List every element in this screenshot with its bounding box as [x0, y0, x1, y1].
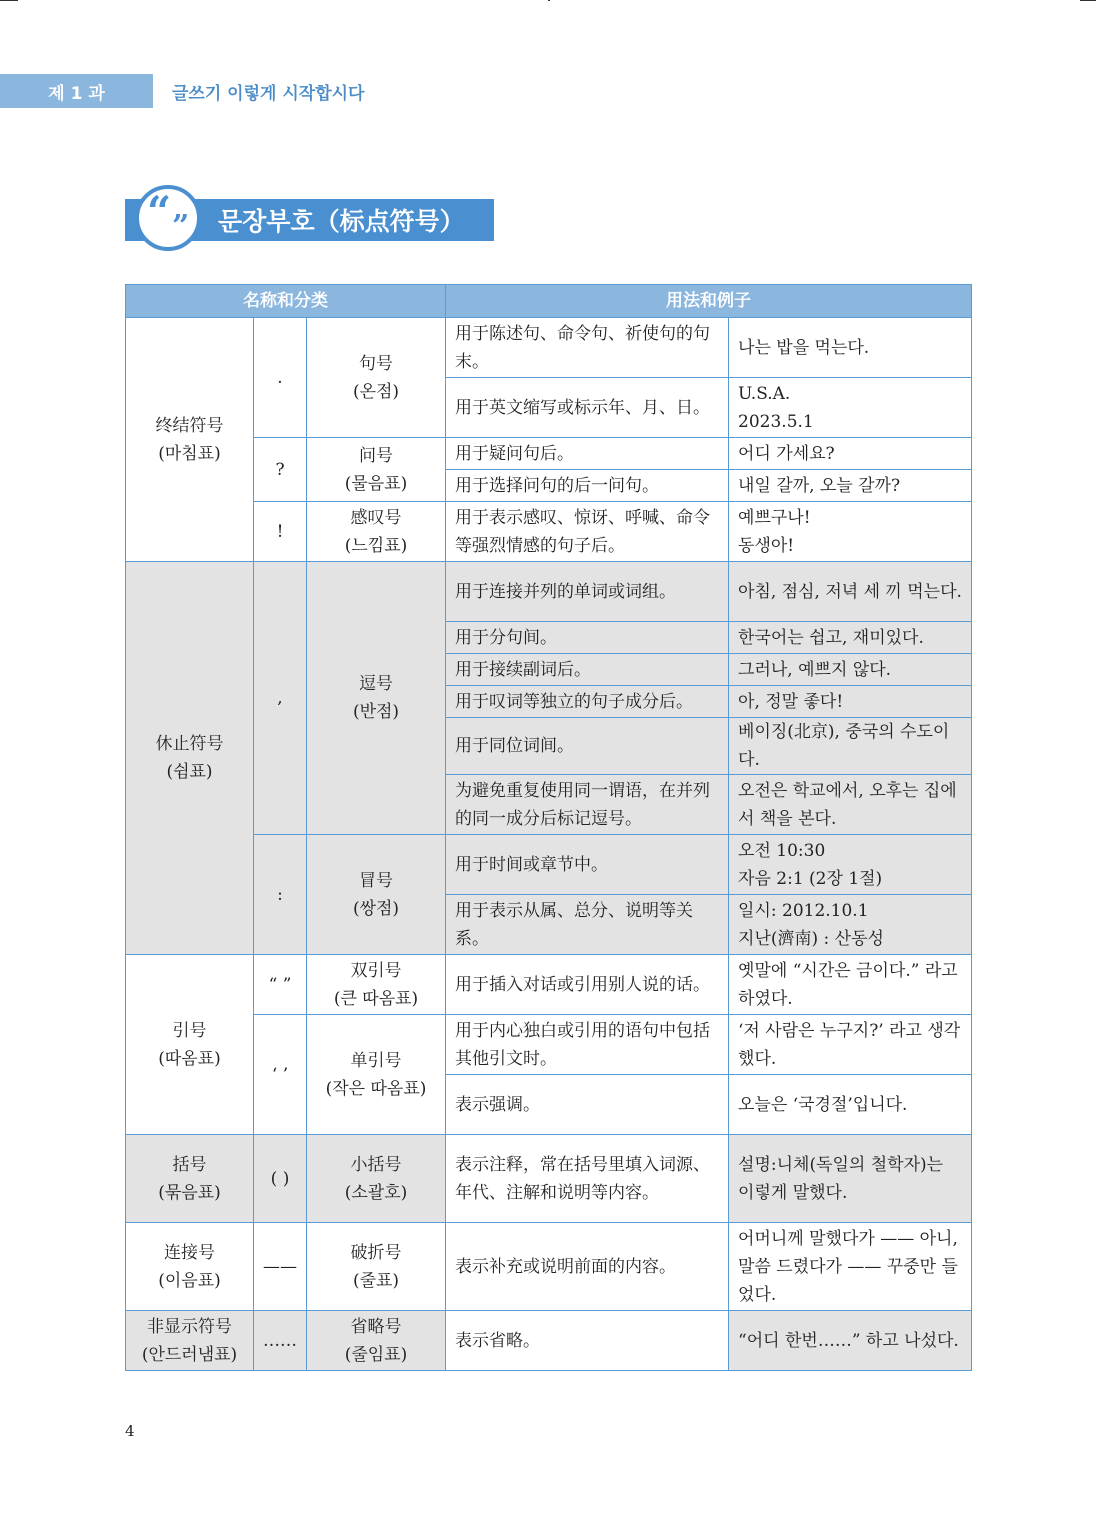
punctuation-name: 破折号: [350, 1242, 402, 1263]
category-cell: [126, 318, 254, 562]
table-header-row: [126, 285, 972, 318]
example-cell: 설명:니체(독일의 철학자)는 이렇게 말했다.: [729, 1135, 972, 1223]
example-cell: 오늘은 ‘국경절’입니다.: [729, 1075, 972, 1135]
usage-cell: 用于内心独白或引用的语句中包括其他引文时。: [446, 1015, 729, 1075]
example-cell: ‘저 사람은 누구지?’ 라고 생각했다.: [729, 1015, 972, 1075]
punctuation-symbol: :: [254, 835, 307, 955]
punctuation-name-cell: [307, 438, 446, 502]
usage-cell: 表示省略。: [446, 1311, 729, 1371]
category-name-ko: (쉼표): [166, 762, 213, 782]
usage-cell: 用于分句间。: [446, 622, 729, 654]
punctuation-symbol: ‘ ’: [254, 1015, 307, 1135]
example-cell: 오전은 학교에서, 오후는 집에서 책을 본다.: [729, 775, 972, 835]
category-name-ko: (마침표): [158, 443, 221, 464]
usage-cell: 用于选择问句的后一问句。: [446, 470, 729, 502]
punctuation-name-ko: (느낌표): [344, 535, 408, 556]
example-cell: 내일 갈까, 오늘 갈까?: [729, 470, 972, 502]
punctuation-name-ko: (쌍점): [352, 898, 400, 919]
example-cell: 옛말에 “시간은 금이다.” 라고 하였다.: [729, 955, 972, 1015]
category-cell: [126, 1223, 254, 1311]
example-cell: 베이징(北京), 중국의 수도이다.: [729, 718, 972, 775]
table-row: [126, 1135, 972, 1223]
category-name: 连接号: [164, 1242, 215, 1263]
category-name: 引号: [172, 1020, 207, 1041]
category-name-ko: (안드러냄표): [141, 1344, 238, 1365]
punctuation-name: 双引号: [350, 960, 402, 981]
category-cell: [126, 955, 254, 1135]
punctuation-name-cell: [307, 562, 446, 835]
usage-cell: 用于接续副词后。: [446, 654, 729, 686]
example-cell: 오전 10:30 자음 2:1 (2장 1절): [729, 835, 972, 895]
usage-cell: 用于表示感叹、惊讶、呼喊、命令等强烈情感的句子后。: [446, 502, 729, 562]
punctuation-name: 省略号: [350, 1316, 402, 1337]
usage-cell: 为避免重复使用同一谓语，在并列的同一成分后标记逗号。: [446, 775, 729, 835]
table-row: [126, 562, 972, 622]
example-cell: 일시: 2012.10.1 지난(濟南) : 산동성: [729, 895, 972, 955]
example-cell: 그러나, 예쁘지 않다.: [729, 654, 972, 686]
category-name: 终结符号: [155, 415, 224, 436]
example-cell: 한국어는 쉽고, 재미있다.: [729, 622, 972, 654]
punctuation-name-ko: (큰 따옴표): [333, 988, 419, 1009]
punctuation-name: 冒号: [359, 870, 394, 891]
punctuation-name-cell: [307, 1015, 446, 1135]
category-name: 非显示符号: [147, 1316, 232, 1337]
crop-mark-center: [548, 0, 550, 1]
category-name-ko: (이음표): [158, 1270, 221, 1291]
punctuation-name-ko: (줄임표): [344, 1344, 408, 1365]
usage-cell: 表示补充或说明前面的内容。: [446, 1223, 729, 1311]
punctuation-symbol: “ ”: [254, 955, 307, 1015]
category-name: 括号: [172, 1154, 207, 1175]
usage-cell: 用于时间或章节中。: [446, 835, 729, 895]
lesson-title: 글쓰기 이렇게 시작합시다: [172, 83, 365, 104]
usage-cell: 用于陈述句、命令句、祈使句的句末。: [446, 318, 729, 378]
category-name-ko: (따옴표): [158, 1048, 221, 1069]
punctuation-name-ko: (반점): [352, 702, 400, 722]
example-cell: 어머니께 말했다가 —— 아니, 말씀 드렸다가 —— 꾸중만 들었다.: [729, 1223, 972, 1311]
category-name-ko: (묶음표): [158, 1182, 221, 1203]
punctuation-name: 小括号: [350, 1154, 402, 1175]
table-row: [126, 1223, 972, 1311]
header-usage-example: 用法和例子: [446, 285, 972, 318]
example-cell: U.S.A. 2023.5.1: [729, 378, 972, 438]
punctuation-name-cell: [307, 835, 446, 955]
crop-mark-right: [1080, 0, 1096, 1]
punctuation-symbol: ( ): [254, 1135, 307, 1223]
punctuation-symbol: ——: [254, 1223, 307, 1311]
punctuation-name-cell: [307, 1311, 446, 1371]
crop-mark-left: [0, 0, 18, 1]
category-cell: [126, 562, 254, 955]
usage-cell: 表示注释，常在括号里填入词源、年代、注解和说明等内容。: [446, 1135, 729, 1223]
example-cell: 아, 정말 좋다!: [729, 686, 972, 718]
example-cell: 아침, 점심, 저녁 세 끼 먹는다.: [729, 562, 972, 622]
example-cell: “어디 한번……” 하고 나섰다.: [729, 1311, 972, 1371]
usage-cell: 用于疑问句后。: [446, 438, 729, 470]
open-quote-glyph: “: [147, 187, 172, 236]
lesson-number: 제 1 과: [0, 74, 153, 108]
punctuation-name-ko: (소괄호): [344, 1182, 408, 1203]
category-cell: [126, 1311, 254, 1371]
punctuation-name-cell: [307, 1135, 446, 1223]
punctuation-name: 感叹号: [350, 507, 402, 528]
usage-cell: 用于连接并列的单词或词组。: [446, 562, 729, 622]
punctuation-symbol: !: [254, 502, 307, 562]
punctuation-name: 单引号: [350, 1050, 402, 1071]
example-cell: 나는 밥을 먹는다.: [729, 318, 972, 378]
usage-cell: 用于英文缩写或标示年、月、日。: [446, 378, 729, 438]
usage-cell: 用于插入对话或引用别人说的话。: [446, 955, 729, 1015]
section-title: 문장부호（标点符号）: [218, 207, 465, 236]
example-cell: 어디 가세요?: [729, 438, 972, 470]
punctuation-symbol: ?: [254, 438, 307, 502]
punctuation-name-cell: [307, 318, 446, 438]
punctuation-name-ko: (줄표): [352, 1270, 400, 1291]
table-row: [126, 955, 972, 1015]
header-name-category: 名称和分类: [126, 285, 446, 318]
punctuation-symbol: .: [254, 318, 307, 438]
table-row: [126, 318, 972, 378]
usage-cell: 表示强调。: [446, 1075, 729, 1135]
punctuation-name: 逗号: [359, 674, 394, 694]
punctuation-name-ko: (물음표): [344, 473, 408, 494]
punctuation-name: 句号: [359, 353, 394, 374]
page-number: 4: [125, 1422, 135, 1440]
punctuation-symbol: ,: [254, 562, 307, 835]
category-name: 休止符号: [155, 734, 224, 754]
close-quote-glyph: ”: [172, 209, 190, 244]
table-row: [126, 1311, 972, 1371]
punctuation-symbol: ……: [254, 1311, 307, 1371]
example-cell: 예쁘구나! 동생아!: [729, 502, 972, 562]
usage-cell: 用于表示从属、总分、说明等关系。: [446, 895, 729, 955]
punctuation-name-ko: (작은 따옴표): [325, 1078, 427, 1099]
punctuation-name: 问号: [359, 445, 394, 466]
punctuation-name-cell: [307, 502, 446, 562]
category-cell: [126, 1135, 254, 1223]
punctuation-table: [125, 284, 972, 1371]
usage-cell: 用于同位词间。: [446, 718, 729, 775]
punctuation-name-ko: (온점): [352, 381, 400, 402]
punctuation-name-cell: [307, 1223, 446, 1311]
usage-cell: 用于叹词等独立的句子成分后。: [446, 686, 729, 718]
punctuation-name-cell: [307, 955, 446, 1015]
